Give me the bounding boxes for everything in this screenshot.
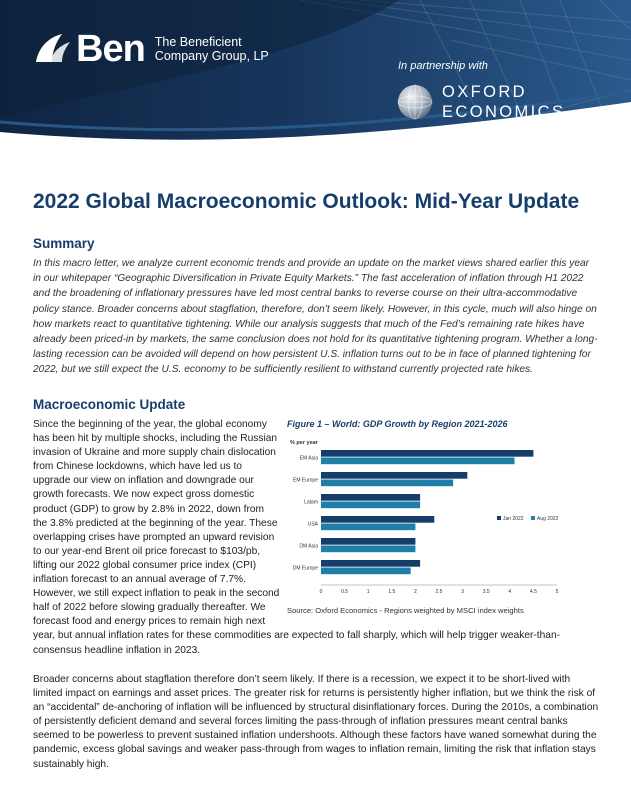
figure-title: Figure 1 – World: GDP Growth by Region 2021-2026 [287,419,508,429]
x-tick-label: 3 [461,589,464,595]
bar-1 [321,568,411,575]
bar-0 [321,516,434,523]
brand-subtitle: The Beneficient Company Group, LP [154,35,269,63]
category-label: DM Asia [299,543,318,550]
x-tick-label: 2.5 [435,589,443,595]
bar-0 [321,494,420,501]
category-label: DM Europe [292,565,318,572]
bar-1 [321,546,415,553]
figure-source: Source: Oxford Economics - Regions weighted by MSCI index weights [287,606,524,615]
gdp-growth-chart [285,434,603,604]
x-tick-label: 5 [555,589,559,595]
x-tick-label: 0.5 [341,589,349,595]
x-tick-label: 3.5 [482,589,490,595]
category-label: EM Asia [299,455,318,462]
category-label: EM Europe [292,477,318,484]
bar-1 [321,458,515,465]
macro-heading: Macroeconomic Update [33,397,186,412]
bar-1 [321,502,420,509]
ben-logo [32,30,269,68]
oxford-globe-icon [396,83,434,121]
legend-swatch [497,516,501,520]
bar-0 [321,450,533,457]
bar-0 [321,472,467,479]
bar-0 [321,538,415,545]
brand-name: Ben [76,28,145,70]
macro-paragraph-2: Broader concerns about stagflation therefore don’t seem likely. If there is a recession, we expect it to be short-lived with limited impact on earnings and asset prices. The greater risk for returns is persistently higher inflation, but we think the risk of an “accidental” de-anchoring of inflation will be influenced by structural disinflationary forces. During the 2010s, a combination of persistently deficient demand and several forces limiting the pass-through of inflation pressures meant central banks seemed to be powerless to prevent sustained inflation undershoots. Although these factors have waned somewhat during the pandemic, excess global savings and weaker pass-through from wages to inflation remain, limiting the risk that inflation stays sustainably high. [33,674,599,770]
x-tick-label: 4 [508,589,512,595]
ben-leaf-logo-icon [32,32,72,66]
category-label: Latam [304,499,318,506]
x-tick-label: 0 [319,589,323,595]
oxford-wordmark: OXFORD ECONOMICS [442,83,566,121]
bar-0 [321,560,420,567]
x-tick-label: 2 [414,589,417,595]
bar-1 [321,524,415,531]
legend-swatch [531,516,535,520]
summary-heading: Summary [33,236,95,251]
summary-paragraph: In this macro letter, we analyze current economic trends and provide an update on the market views shared earlier this year in our whitepaper “Geographic Diversification in Private Equity Markets.” The fast acceleration of inflation through H1 2022 and the broadening of inflationary pressures have led most central banks to reverse course on their ultra-accommodative policy stance. Broader concerns about stagflation, therefore, don’t seem likely. However, in this cycle, much will also hinge on how markets react to quantitative tightening. While our analysis suggests that much of the Fed’s remaining rate hikes have already been priced-in by markets, the same conclusion does not hold for its quantitative tightening program. Whether a long-lasting recession can be avoided will depend on how persistent U.S. inflation turns out to be in face of planned tightening for 2022, but we still expect the U.S. economy to be sufficiently resilient to withstand currently projected rate hikes. [33,258,598,376]
x-tick-label: 1 [366,589,370,595]
x-tick-label: 4.5 [529,589,537,595]
category-label: USA [307,521,318,528]
y-axis-unit-label: % per year [290,440,318,446]
macro-paragraph-1-text: Since the beginning of the year, the global economy has been hit by multiple shocks, including the Russian invasion of Ukraine and more supply chain dislocation from Chinese lockdowns, which have led us to upgrade our view on inflation and downgrade our growth forecasts. We now expect gross domestic product (GDP) to grow by 2.8% in 2022, down from the 3.8% predicted at the beginning of the year. These overlapping crises have prompted an upward revision to our year-end Brent oil price forecast to $103/pb, lifting our 2022 global consumer price index (CPI) inflation forecast to an annual average of 7.7%. However, we still expect inflation to peak in the second half of 2022 before slowing gradually thereafter. We forecast food and energy prices to remain high next year, but annual inflation rates for these commodities are expected to fall sharply, which will help trigger weaker-than-consensus headline inflation in 2023. [33,419,560,656]
legend-label: Jan 2022 [503,516,524,522]
x-tick-label: 1.5 [388,589,396,595]
banner-background [0,0,631,155]
partner-label: In partnership with [398,60,488,72]
legend-label: Aug 2022 [537,516,559,522]
bar-1 [321,480,453,487]
oxford-economics-logo [396,82,565,122]
document-title: 2022 Global Macroeconomic Outlook: Mid-Year Update [33,190,580,213]
header-banner [0,0,631,155]
